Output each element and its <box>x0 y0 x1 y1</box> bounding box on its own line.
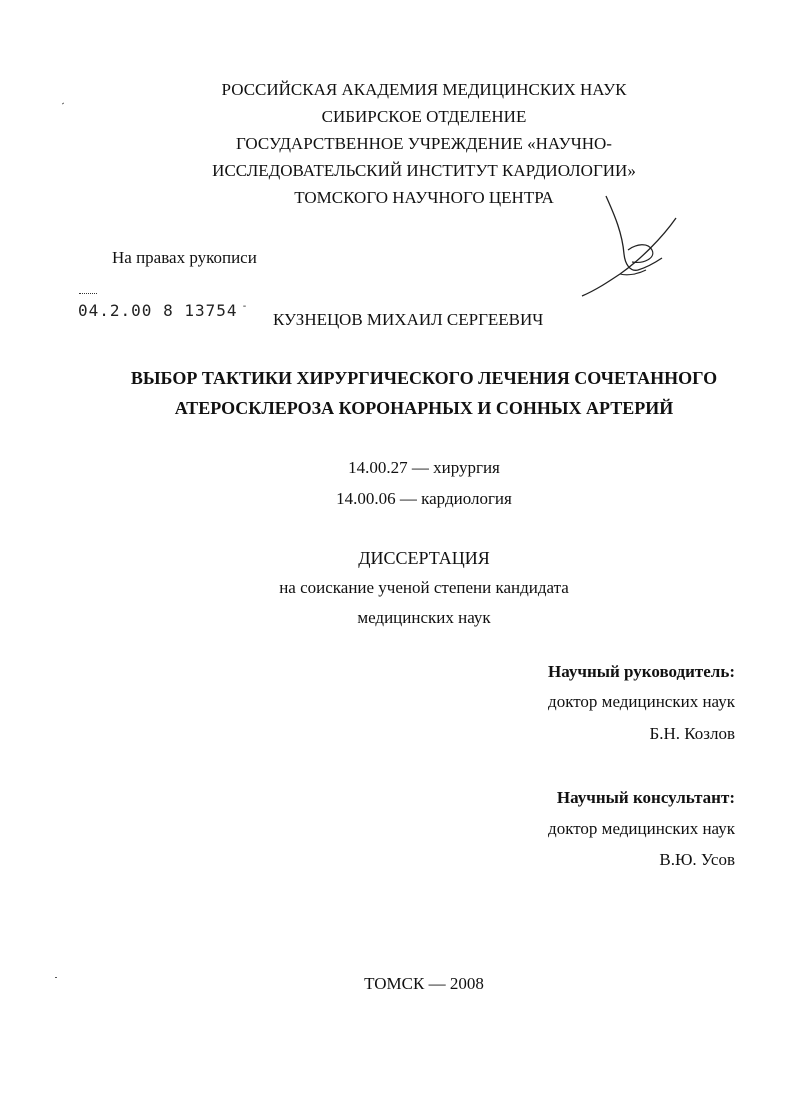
stamp-mark <box>79 293 97 296</box>
manuscript-rights-note: На правах рукописи <box>112 248 257 267</box>
consultant-degree: доктор медицинских наук <box>548 819 735 838</box>
consultant-label: Научный консультант: <box>556 788 735 807</box>
city-year-footer: ТОМСК — 2008 <box>364 974 484 993</box>
supervisor-name: Б.Н. Козлов <box>649 724 735 743</box>
specialty-surgery: 14.00.27 — хирургия <box>348 458 500 477</box>
registration-stamp-number: 04.2.00 8 13754 - <box>78 301 249 320</box>
scan-speck <box>62 102 64 104</box>
specialty-cardiology: 14.00.06 — кардиология <box>336 489 512 508</box>
signature-icon <box>578 190 682 302</box>
scan-speck <box>55 977 57 978</box>
header-line-branch: СИБИРСКОЕ ОТДЕЛЕНИЕ <box>321 107 527 126</box>
header-line-academy: РОССИЙСКАЯ АКАДЕМИЯ МЕДИЦИНСКИХ НАУК <box>221 80 627 99</box>
header-line-institution: ГОСУДАРСТВЕННОЕ УЧРЕЖДЕНИЕ «НАУЧНО- <box>236 134 612 153</box>
dissertation-heading: ДИССЕРТАЦИЯ <box>358 548 490 568</box>
consultant-name: В.Ю. Усов <box>659 850 735 869</box>
author-name: КУЗНЕЦОВ МИХАИЛ СЕРГЕЕВИЧ <box>273 310 544 329</box>
dissertation-degree-line-2: медицинских наук <box>357 608 491 627</box>
header-line-institute: ИССЛЕДОВАТЕЛЬСКИЙ ИНСТИТУТ КАРДИОЛОГИИ» <box>212 161 636 180</box>
header-line-center: ТОМСКОГО НАУЧНОГО ЦЕНТРА <box>294 188 554 207</box>
supervisor-label: Научный руководитель: <box>548 662 735 681</box>
dissertation-degree-line-1: на соискание ученой степени кандидата <box>279 578 569 597</box>
dissertation-title-line-2: АТЕРОСКЛЕРОЗА КОРОНАРНЫХ И СОННЫХ АРТЕРИЙ <box>174 398 674 418</box>
dissertation-title-line-1: ВЫБОР ТАКТИКИ ХИРУРГИЧЕСКОГО ЛЕЧЕНИЯ СОЧЕТАННОГО <box>130 368 718 388</box>
supervisor-degree: доктор медицинских наук <box>548 692 735 711</box>
